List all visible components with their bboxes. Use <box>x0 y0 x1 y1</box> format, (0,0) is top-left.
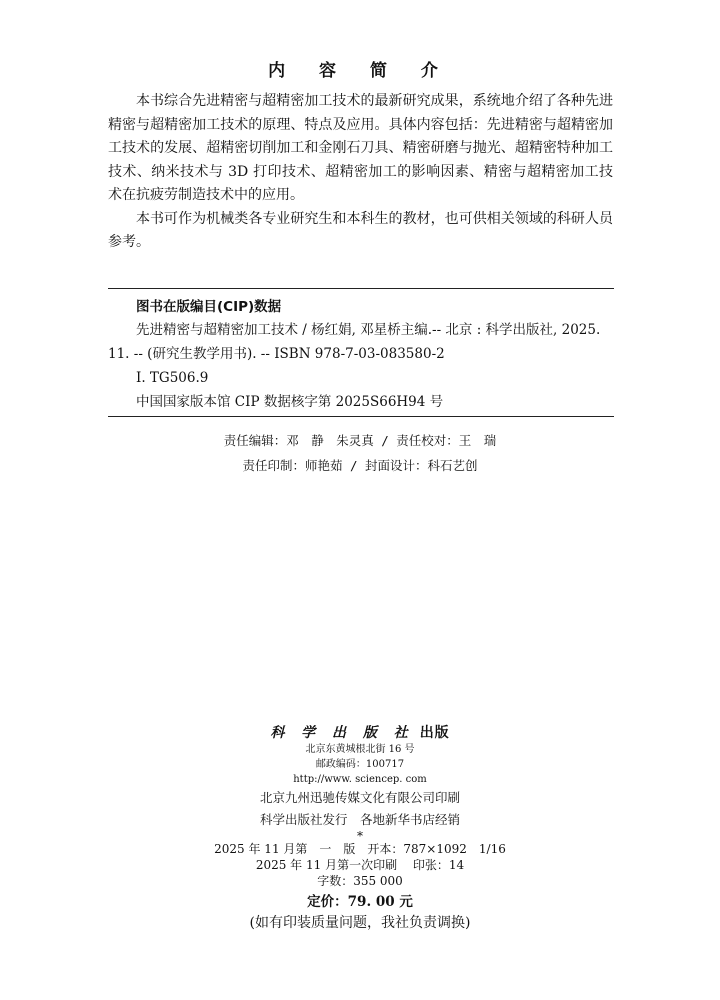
editor-credit-line: 责任编辑：邓 静 朱灵真 / 责任校对：王 瑞 <box>223 433 497 448</box>
printing-line: 2025 年 11 月第一次印刷 印张：14 <box>255 858 465 872</box>
cip-heading: 图书在版编目(CIP)数据 <box>136 299 282 315</box>
publisher-address: 北京东黄城根北街 16 号 <box>305 744 415 755</box>
word-count-line: 字数：355 000 <box>317 874 403 888</box>
intro-section <box>108 90 613 255</box>
cip-block <box>108 288 614 417</box>
intro-title: 内 容 简 介 <box>268 61 452 81</box>
publisher-suffix: 出版 <box>419 725 450 741</box>
price-line: 定价：79. 00 元 <box>307 894 413 910</box>
separator-star: * <box>357 829 363 843</box>
publisher-postcode: 邮政编码：100717 <box>315 759 405 770</box>
intro-paragraph: 本书综合先进精密与超精密加工技术的最新研究成果，系统地介绍了各种先进精密与超精密加工技术的原理、特点及应用。具体内容包括：先进精密与超精密加工技术的发展、超精密切削加工和金刚石刀具、精密研磨与抛光、超精密特种加工技术、纳米技术与 3D 打印技术、超精密加工的影响因素、精密与超精密加工技术在抗疲劳制造技术中的应用。 <box>108 93 613 203</box>
printer-line: 北京九州迅驰传媒文化有限公司印刷 <box>259 790 460 805</box>
cip-bottom-rule <box>108 416 614 417</box>
cip-record-number-line: 中国国家版本馆 CIP 数据核字第 2025S66H94 号 <box>136 394 444 410</box>
cip-classification-line: Ⅰ. TG506.9 <box>136 370 209 386</box>
edition-line: 2025 年 11 月第 一 版 开本：787×1092 1/16 <box>214 842 506 856</box>
distribution-line: 科学出版社发行 各地新华书店经销 <box>259 812 460 827</box>
production-credit-line: 责任印制：师艳茹 / 封面设计：科石艺创 <box>242 458 478 473</box>
publisher-press-name: 科 学 出 版 社 <box>270 725 414 741</box>
staff-credits <box>0 428 720 478</box>
cip-top-rule <box>108 288 614 289</box>
intro-paragraph: 本书可作为机械类各专业研究生和本科生的教材，也可供相关领域的科研人员参考。 <box>108 210 613 250</box>
publisher-url: http://www. sciencep. com <box>293 774 427 785</box>
cip-bibliographic-line: 先进精密与超精密加工技术 / 杨红娟, 邓星桥主编.-- 北京 : 科学出版社, 2025. 11. -- (研究生教学用书). -- ISBN 978-7-03-083580-2 <box>108 322 601 362</box>
publisher-name <box>0 722 720 742</box>
publisher-block <box>0 722 720 933</box>
quality-note: (如有印装质量问题，我社负责调换) <box>249 915 471 931</box>
